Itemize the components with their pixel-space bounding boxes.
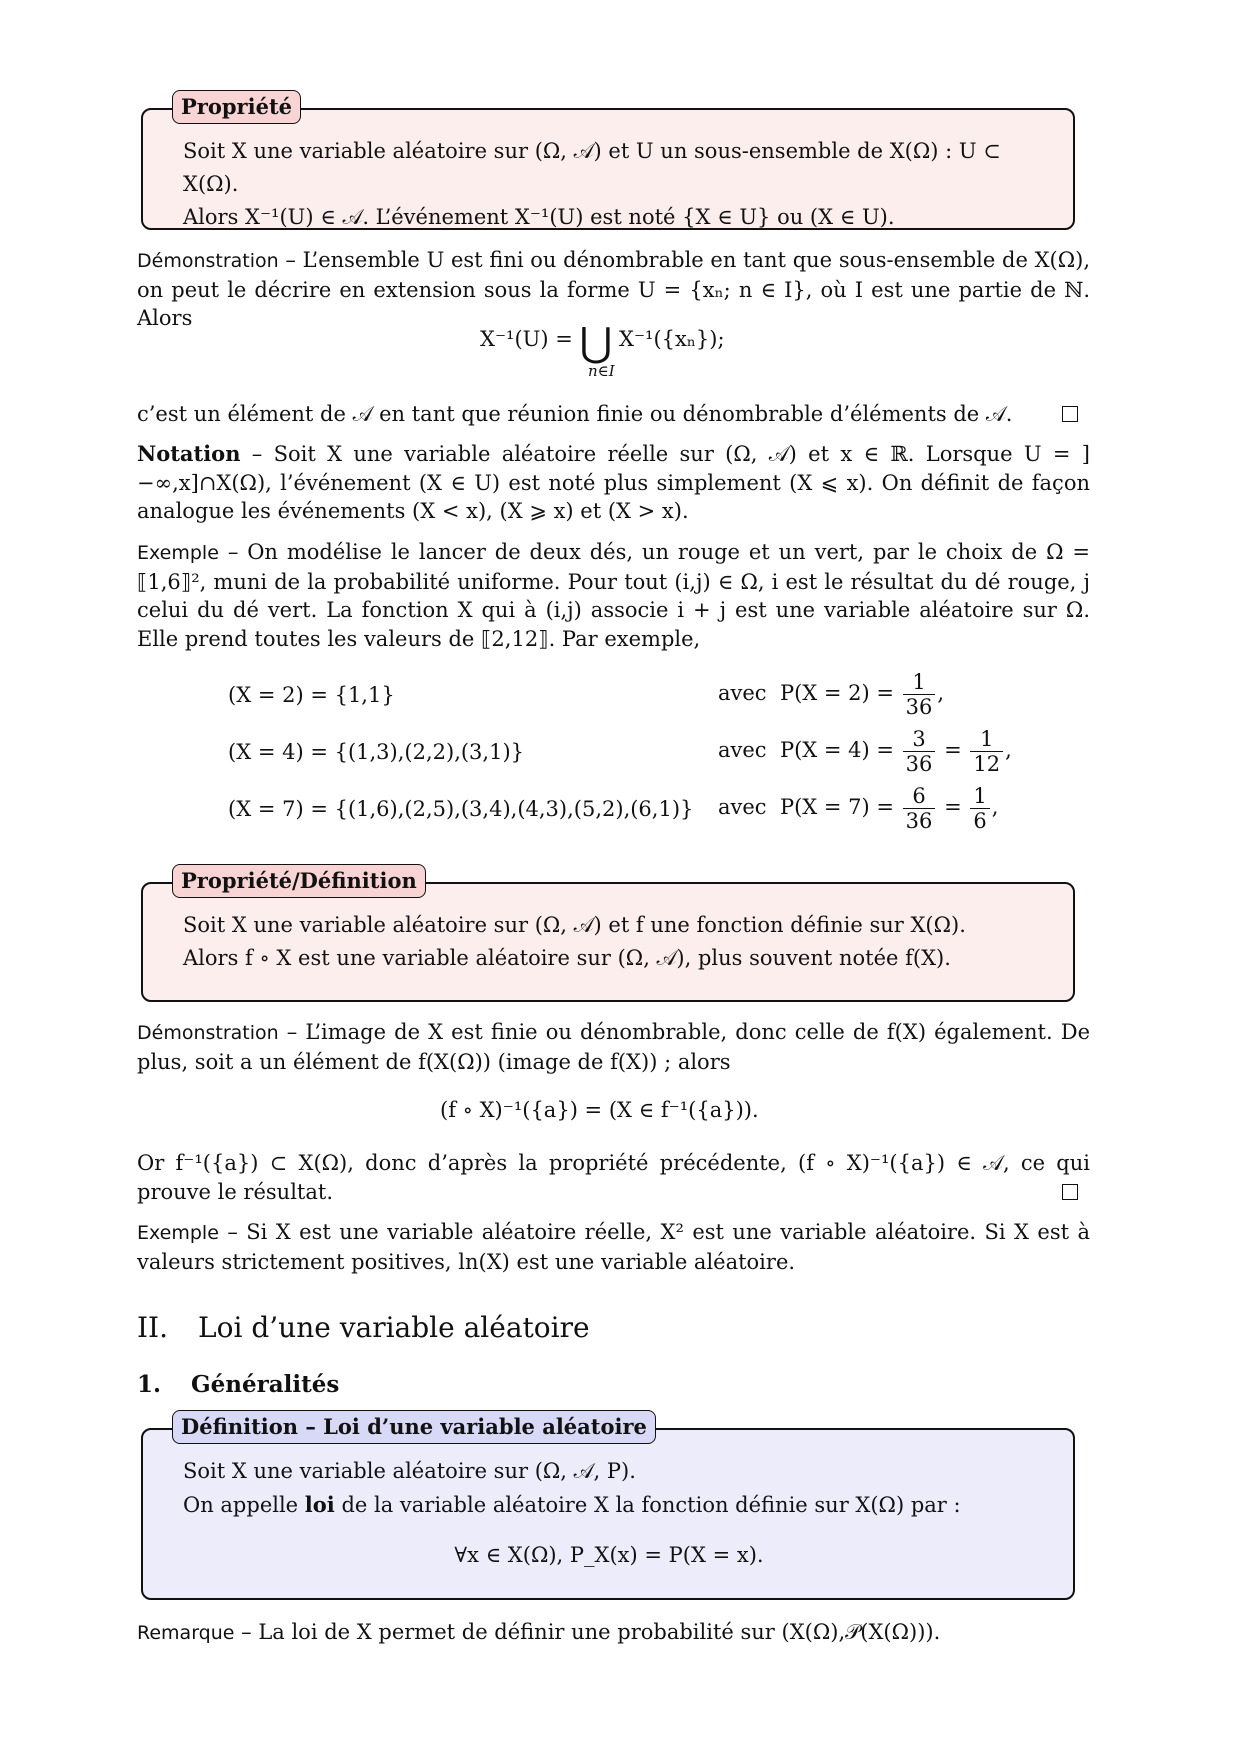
demonstration-label: Démonstration	[137, 250, 279, 272]
example-row-1-prob: avec P(X = 2) = $\frac{1}{36}$ ,	[718, 670, 945, 719]
qed-square-2	[1062, 1184, 1078, 1200]
property-definition-line-2: Alors f ∘ X est une variable aléatoire sur (Ω, 𝒜), plus souvent notée f(X).	[183, 946, 951, 970]
example-row-2-lhs: (X = 4) = {(1,3),(2,2),(3,1)}	[228, 740, 525, 764]
example-row-2-prob: avec P(X = 4) = $\frac{3}{36}$ = $\frac{1}{12}$ ,	[718, 727, 1012, 776]
union-formula	[480, 320, 725, 366]
example-row-3-lhs: (X = 7) = {(1,6),(2,5),(3,4),(4,3),(5,2),(6,1)}	[228, 797, 694, 821]
property-definition-box	[141, 882, 1075, 1002]
section-number: II.	[137, 1311, 169, 1344]
example-2-label: Exemple	[137, 1222, 219, 1244]
definition-tag: Définition – Loi d’une variable aléatoire	[172, 1410, 656, 1444]
example-text: – On modélise le lancer de deux dés, un rouge et un vert, par le choix de Ω = ⟦1,6⟧², muni de la probabilité uniforme. Pour tout (i,j) ∈ Ω, i est le résultat du dé rouge, j celui du dé vert. La fonction X qui à (i,j) associe i + j est une variable aléatoire sur Ω. Elle prend toutes les valeurs de ⟦2,12⟧. Par exemple,	[137, 540, 1090, 651]
definition-formula: ∀x ∈ X(Ω), P_X(x) = P(X = x).	[454, 1543, 764, 1567]
remark-text: – La loi de X permet de définir une probabilité sur (X(Ω),𝒫(X(Ω))).	[234, 1620, 941, 1644]
demonstration-1-conclusion: c’est un élément de 𝒜 en tant que réunion finie ou dénombrable d’éléments de 𝒜.	[137, 402, 1013, 426]
bold-term-loi: loi	[304, 1492, 335, 1517]
union-index: n∈I	[588, 362, 615, 380]
example-2	[137, 1218, 1090, 1276]
remark	[137, 1618, 1090, 1648]
example-2-text: – Si X est une variable aléatoire réelle, X² est une variable aléatoire. Si X est à valeurs strictement positives, ln(X) est une variable aléatoire.	[137, 1220, 1090, 1274]
notation-text: – Soit X une variable aléatoire réelle sur (Ω, 𝒜) et x ∈ ℝ. Lorsque U = ]−∞,x]∩X(Ω), l’événement (X ∈ U) est noté plus simplement (X ⩽ x). On définit de façon analogue les événements (X < x), (X ⩾ x) et (X > x).	[137, 442, 1090, 523]
property-definition-tag: Propriété/Définition	[172, 864, 426, 898]
property-line-1: Soit X une variable aléatoire sur (Ω, 𝒜) et U un sous-ensemble de X(Ω) : U ⊂ X(Ω).	[183, 139, 1001, 196]
property-definition-line-1: Soit X une variable aléatoire sur (Ω, 𝒜) et f une fonction définie sur X(Ω).	[183, 913, 966, 937]
property-tag: Propriété	[172, 90, 301, 124]
definition-line-1: Soit X une variable aléatoire sur (Ω, 𝒜, P).	[183, 1459, 636, 1483]
composition-formula: (f ∘ X)⁻¹({a}) = (X ∈ f⁻¹({a})).	[440, 1098, 759, 1122]
property-box	[141, 108, 1075, 230]
demonstration-2-text: – L’image de X est finie ou dénombrable, donc celle de f(X) également. De plus, soit a un élément de f(X(Ω)) (image de f(X)) ; alors	[137, 1020, 1090, 1074]
subsection-heading	[137, 1371, 339, 1398]
definition-line-2: On appelle loi de la variable aléatoire X la fonction définie sur X(Ω) par :	[183, 1492, 961, 1517]
demonstration-2	[137, 1018, 1090, 1076]
subsection-title: Généralités	[191, 1371, 340, 1398]
notation-paragraph	[137, 440, 1090, 526]
notation-label: Notation	[137, 441, 241, 466]
demonstration-1	[137, 246, 1090, 333]
remark-label: Remarque	[137, 1622, 235, 1644]
section-heading	[137, 1311, 590, 1344]
example-row-1-lhs: (X = 2) = {1,1}	[228, 683, 395, 707]
property-line-2: Alors X⁻¹(U) ∈ 𝒜. L’événement X⁻¹(U) est noté {X ∈ U} ou (X ∈ U).	[183, 205, 895, 229]
demonstration-2-conclusion: Or f⁻¹({a}) ⊂ X(Ω), donc d’après la propriété précédente, (f ∘ X)⁻¹({a}) ∈ 𝒜, ce qui prouve le résultat.	[137, 1151, 1090, 1204]
example-row-3-prob: avec P(X = 7) = $\frac{6}{36}$ = $\frac{1}{6}$ ,	[718, 784, 999, 833]
union-symbol: ⋃	[579, 320, 613, 366]
subsection-number: 1.	[137, 1371, 162, 1398]
qed-square	[1062, 406, 1078, 422]
formula-left: X⁻¹(U) =	[480, 327, 573, 351]
demonstration-2-label: Démonstration	[137, 1022, 279, 1044]
example-label: Exemple	[137, 542, 219, 564]
demonstration-text: – L’ensemble U est fini ou dénombrable en tant que sous-ensemble de X(Ω), on peut le décrire en extension sous la forme U = {xₙ; n ∈ I}, où I est une partie de ℕ. Alors	[137, 248, 1090, 330]
formula-right: X⁻¹({xₙ});	[619, 327, 725, 351]
section-title: Loi d’une variable aléatoire	[198, 1311, 590, 1344]
example-1	[137, 538, 1090, 653]
definition-box	[141, 1428, 1075, 1600]
